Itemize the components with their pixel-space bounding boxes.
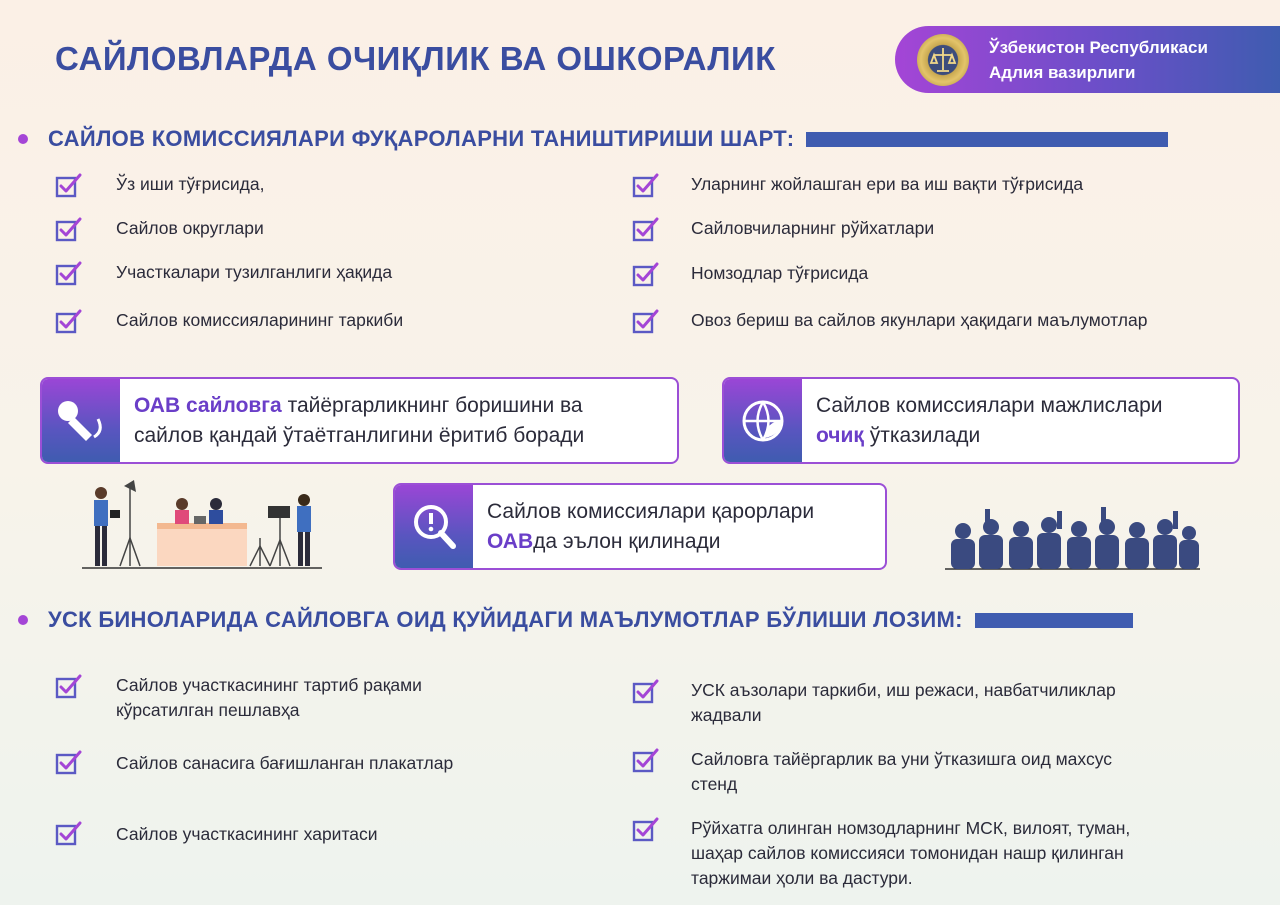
checkbox-icon xyxy=(632,816,660,842)
crowd-illustration xyxy=(945,505,1200,573)
bullet-dot xyxy=(18,615,28,625)
checkbox-icon xyxy=(632,678,660,704)
decisions-card: Сайлов комиссиялари қарорлари ОАВда эълон қилинади xyxy=(393,483,887,570)
checkbox-icon xyxy=(55,749,83,775)
section2-heading: УСК БИНОЛАРИДА САЙЛОВГА ОИД ҚУЙИДАГИ МАЪЛУМОТЛАР БЎЛИШИ ЛОЗИМ: xyxy=(18,607,1133,633)
section1-heading: САЙЛОВ КОМИССИЯЛАРИ ФУҚАРОЛАРНИ ТАНИШТИРИШИ ШАРТ: xyxy=(18,126,1168,152)
list-item: Рўйхатга олинган номзодларнинг МСК, вилоят, туман, шаҳар сайлов комиссияси томонидан нашр қилинган таржимаи ҳоли ва дастури. xyxy=(632,816,1130,891)
list-item: Сайловчиларнинг рўйхатлари xyxy=(632,216,934,242)
ministry-line2: Адлия вазирлиги xyxy=(989,62,1136,82)
media-accent: ОАВ сайловга xyxy=(134,393,282,417)
list-item: Сайлов комиссияларининг таркиби xyxy=(55,308,403,334)
list-item: Номзодлар тўғрисида xyxy=(632,261,868,287)
ministry-line1: Ўзбекистон Республикаси xyxy=(989,37,1208,57)
checkbox-icon xyxy=(55,820,83,846)
checkbox-icon xyxy=(632,261,660,287)
ministry-emblem-icon xyxy=(917,34,969,86)
list-item: Овоз бериш ва сайлов якунлари ҳақидаги маълумотлар xyxy=(632,308,1147,334)
bullet-dot xyxy=(18,134,28,144)
checkbox-icon xyxy=(55,216,83,242)
list-item: Участкалари тузилганлиги ҳақида xyxy=(55,260,392,286)
checkbox-icon xyxy=(55,308,83,334)
heading-bar xyxy=(975,613,1133,628)
microphone-icon xyxy=(54,397,108,445)
list-item: Уларнинг жойлашган ери ва иш вақти тўғрисида xyxy=(632,172,1083,198)
checkbox-icon xyxy=(55,172,83,198)
checkbox-icon xyxy=(632,172,660,198)
list-item: Сайлов санасига бағишланган плакатлар xyxy=(55,749,453,776)
tv-studio-illustration xyxy=(82,478,327,573)
page-title: САЙЛОВЛАРДА ОЧИҚЛИК ВА ОШКОРАЛИК xyxy=(55,40,776,77)
checkbox-icon xyxy=(632,747,660,773)
media-card: ОАВ сайловга тайёргарликнинг боришини ва сайлов қандай ўтаётганлигини ёритиб боради xyxy=(40,377,679,464)
decisions-accent: ОАВ xyxy=(487,529,534,553)
list-item: Ўз иши тўғрисида, xyxy=(55,172,264,198)
open-accent: очиқ xyxy=(816,423,864,447)
ministry-badge xyxy=(895,26,1280,93)
search-icon xyxy=(409,502,459,552)
checkbox-icon xyxy=(55,260,83,286)
list-item: Сайлов округлари xyxy=(55,216,264,242)
list-item: УСК аъзолари таркиби, иш режаси, навбатчиликлар жадвали xyxy=(632,678,1116,728)
list-item: Сайлов участкасининг харитаси xyxy=(55,820,378,847)
open-sessions-card: Сайлов комиссиялари мажлислари очиқ ўтказилади xyxy=(722,377,1240,464)
globe-leaf-icon xyxy=(740,398,786,444)
list-item: Сайлов участкасининг тартиб рақами кўрсатилган пешлавҳа xyxy=(55,673,422,723)
checkbox-icon xyxy=(632,216,660,242)
heading-bar xyxy=(806,132,1168,147)
checkbox-icon xyxy=(632,308,660,334)
list-item: Сайловга тайёргарлик ва уни ўтказишга оид махсус стенд xyxy=(632,747,1112,797)
checkbox-icon xyxy=(55,673,83,699)
